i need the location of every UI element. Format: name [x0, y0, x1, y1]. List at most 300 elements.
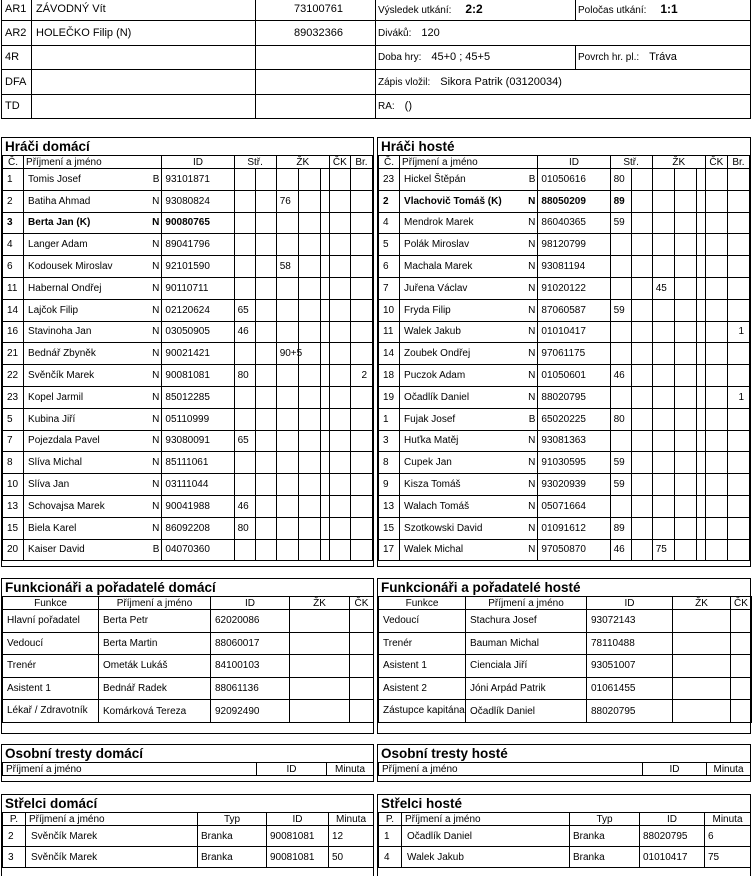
official-name: Berta Petr — [99, 610, 211, 633]
player-status-flag: N — [152, 217, 160, 229]
official-name — [32, 45, 256, 69]
scorer-row — [379, 826, 751, 847]
player-yellow-card-2 — [298, 277, 320, 299]
player-status-flag: N — [528, 435, 536, 447]
scorers-header-row — [3, 813, 374, 826]
player-yellow-card-3 — [320, 256, 329, 278]
player-yellow-card-3 — [696, 212, 705, 234]
match-entered-value: Sikora Patrik (03120034) — [440, 75, 562, 88]
player-number: 4 — [3, 234, 24, 256]
official-yellow-card — [673, 610, 731, 633]
player-status-flag: N — [152, 261, 160, 273]
player-yellow-card-3 — [696, 430, 705, 452]
player-row — [379, 365, 750, 387]
player-sub-minute: 80 — [610, 408, 631, 430]
player-name-cell — [24, 474, 162, 496]
player-name-cell — [400, 212, 538, 234]
player-yellow-card — [276, 277, 298, 299]
scorers-header-row — [379, 813, 751, 826]
player-row — [3, 169, 373, 191]
player-sub-minute: 59 — [610, 452, 631, 474]
player-status-flag: N — [528, 391, 536, 403]
player-name-cell — [24, 365, 162, 387]
player-red-card — [705, 212, 727, 234]
player-yellow-card — [652, 343, 674, 365]
player-goals — [350, 408, 372, 430]
player-red-card — [705, 517, 727, 539]
player-red-card — [705, 539, 727, 561]
player-id: 93080091 — [162, 430, 234, 452]
player-yellow-card-3 — [696, 169, 705, 191]
player-goals — [727, 539, 749, 561]
player-id: 86092208 — [162, 517, 234, 539]
away-players-title: Hráči hosté — [381, 139, 455, 154]
match-surface-label: Povrch hr. pl.: — [578, 52, 640, 64]
player-name: Langer Adam — [28, 239, 88, 251]
match-spectators-label: Diváků: — [378, 28, 412, 40]
home-scorers-section — [1, 794, 374, 876]
player-row — [379, 212, 750, 234]
player-id: 97061175 — [538, 343, 610, 365]
official-row — [3, 700, 374, 723]
player-goals — [727, 234, 749, 256]
player-sub-extra — [631, 212, 652, 234]
player-id: 86040365 — [538, 212, 610, 234]
player-yellow-card — [276, 234, 298, 256]
player-yellow-card-2 — [298, 430, 320, 452]
player-id: 04070360 — [162, 539, 234, 561]
player-goals — [727, 190, 749, 212]
player-number: 18 — [379, 365, 400, 387]
col-name: Příjmení a jméno — [400, 156, 538, 169]
player-goals — [727, 452, 749, 474]
home-penalties-section — [1, 744, 374, 782]
player-sub-minute: 59 — [610, 474, 631, 496]
player-row — [379, 190, 750, 212]
player-red-card — [329, 452, 350, 474]
player-name: Kopel Jarmil — [28, 391, 84, 403]
player-row — [3, 386, 373, 408]
player-yellow-card-3 — [696, 495, 705, 517]
official-code: TD — [2, 94, 32, 118]
player-yellow-card-2 — [298, 234, 320, 256]
player-sub-minute — [234, 474, 255, 496]
player-yellow-card-3 — [696, 517, 705, 539]
player-name: Mendrok Marek — [404, 217, 474, 229]
player-name-cell — [24, 517, 162, 539]
player-red-card — [329, 474, 350, 496]
match-surface-value: Tráva — [649, 51, 677, 64]
away-penalties-table — [378, 762, 751, 776]
player-row — [379, 539, 750, 561]
player-yellow-card — [652, 452, 674, 474]
player-yellow-card-3 — [320, 408, 329, 430]
scorer-type: Branka — [198, 826, 267, 847]
player-goals — [350, 517, 372, 539]
player-sub-extra — [255, 365, 276, 387]
player-sub-minute: 65 — [234, 299, 255, 321]
player-yellow-card — [652, 169, 674, 191]
player-name-cell — [24, 430, 162, 452]
player-goals — [350, 343, 372, 365]
player-name-cell — [24, 495, 162, 517]
player-yellow-card-3 — [320, 386, 329, 408]
official-id: 93051007 — [587, 655, 673, 678]
player-goals — [727, 212, 749, 234]
col-name: Příjmení a jméno — [26, 813, 198, 826]
player-red-card — [705, 277, 727, 299]
player-yellow-card — [276, 386, 298, 408]
match-entered-cell — [376, 70, 751, 94]
player-id: 93081363 — [538, 430, 610, 452]
player-yellow-card-3 — [320, 321, 329, 343]
player-sub-extra — [631, 169, 652, 191]
player-red-card — [329, 321, 350, 343]
player-name: Juřena Václav — [404, 282, 468, 294]
player-yellow-card-2 — [674, 408, 696, 430]
col-id: ID — [587, 597, 673, 610]
player-number: 4 — [379, 212, 400, 234]
official-red-card — [350, 632, 374, 655]
player-name: Machala Marek — [404, 261, 473, 273]
player-yellow-card — [652, 212, 674, 234]
col-yc: ŽK — [276, 156, 329, 169]
player-red-card — [329, 408, 350, 430]
match-info-row — [2, 70, 751, 94]
player-row — [379, 430, 750, 452]
player-yellow-card — [652, 365, 674, 387]
home-officials-title: Funkcionáři a pořadatelé domácí — [5, 580, 216, 595]
player-goals — [727, 517, 749, 539]
official-role: Hlavní pořadatel — [3, 610, 99, 633]
player-name: Kodousek Miroslav — [28, 261, 113, 273]
player-name-cell — [24, 452, 162, 474]
col-id: ID — [162, 156, 234, 169]
player-sub-extra — [631, 277, 652, 299]
col-role: Funkce — [3, 597, 99, 610]
player-goals — [727, 299, 749, 321]
col-p: P. — [379, 813, 402, 826]
player-yellow-card — [276, 452, 298, 474]
player-status-flag: N — [152, 348, 160, 360]
match-half-label: Poločas utkání: — [578, 4, 647, 16]
player-sub-extra — [255, 277, 276, 299]
player-row — [379, 343, 750, 365]
player-number: 15 — [379, 517, 400, 539]
player-name: Pojezdala Pavel — [28, 435, 100, 447]
match-info-row — [2, 94, 751, 118]
official-id: 88061136 — [211, 677, 290, 700]
player-goals — [350, 234, 372, 256]
scorer-row — [3, 826, 374, 847]
match-officials-block — [1, 0, 750, 119]
player-sub-extra — [255, 495, 276, 517]
player-yellow-card — [652, 495, 674, 517]
player-red-card — [705, 386, 727, 408]
player-row — [3, 474, 373, 496]
player-id: 97050870 — [538, 539, 610, 561]
player-sub-minute: 46 — [234, 321, 255, 343]
away-players-section — [377, 137, 751, 567]
players-header-row — [3, 156, 373, 169]
col-id: ID — [640, 813, 705, 826]
home-penalties-table — [2, 762, 374, 776]
player-number: 10 — [3, 474, 24, 496]
player-yellow-card-3 — [696, 190, 705, 212]
player-id: 90110711 — [162, 277, 234, 299]
player-sub-extra — [255, 474, 276, 496]
col-name: Příjmení a jméno — [99, 597, 211, 610]
player-sub-extra — [255, 539, 276, 561]
official-role: Vedoucí — [3, 632, 99, 655]
player-yellow-card-2 — [298, 386, 320, 408]
player-number: 15 — [3, 517, 24, 539]
home-players-table — [2, 155, 373, 561]
match-result-value: 2:2 — [465, 1, 483, 16]
player-name: Cupek Jan — [404, 457, 452, 469]
player-name-cell — [400, 299, 538, 321]
player-name-cell — [400, 452, 538, 474]
player-name-cell — [400, 474, 538, 496]
scorer-minute: 75 — [705, 847, 751, 868]
player-number: 7 — [379, 277, 400, 299]
player-id: 93080824 — [162, 190, 234, 212]
col-p: P. — [3, 813, 26, 826]
player-row — [379, 169, 750, 191]
player-yellow-card-3 — [320, 277, 329, 299]
player-sub-minute — [610, 256, 631, 278]
player-yellow-card — [652, 408, 674, 430]
player-yellow-card — [652, 386, 674, 408]
player-status-flag: N — [152, 304, 160, 316]
player-status-flag: B — [528, 413, 536, 425]
player-yellow-card-3 — [320, 212, 329, 234]
player-sub-extra — [255, 430, 276, 452]
player-red-card — [705, 169, 727, 191]
official-red-card — [731, 655, 752, 678]
player-sub-minute: 59 — [610, 212, 631, 234]
player-id: 90041988 — [162, 495, 234, 517]
player-yellow-card-2 — [674, 299, 696, 321]
official-id — [256, 94, 376, 118]
player-sub-minute — [234, 539, 255, 561]
player-yellow-card-3 — [320, 452, 329, 474]
match-ra-cell — [376, 94, 751, 118]
match-info-row — [2, 0, 751, 21]
player-sub-minute: 46 — [234, 495, 255, 517]
penalties-header-row — [379, 763, 751, 776]
official-name: Bauman Michal — [466, 632, 587, 655]
scorer-id: 90081081 — [267, 826, 329, 847]
player-name: Walek Jakub — [404, 326, 461, 338]
player-yellow-card-3 — [696, 277, 705, 299]
player-name-cell — [400, 190, 538, 212]
player-sub-extra — [631, 408, 652, 430]
home-players-section — [1, 137, 374, 567]
player-sub-minute: 80 — [234, 365, 255, 387]
player-row — [3, 430, 373, 452]
player-yellow-card — [276, 430, 298, 452]
official-name — [32, 70, 256, 94]
player-name: Bednář Zbyněk — [28, 348, 96, 360]
player-status-flag: N — [152, 500, 160, 512]
col-goals: Br. — [727, 156, 749, 169]
player-goals — [727, 408, 749, 430]
player-yellow-card-2 — [298, 408, 320, 430]
player-yellow-card-2 — [674, 474, 696, 496]
player-name-cell — [400, 277, 538, 299]
player-red-card — [329, 277, 350, 299]
player-row — [379, 495, 750, 517]
player-yellow-card-2 — [674, 234, 696, 256]
player-id: 91020122 — [538, 277, 610, 299]
away-scorers-title: Střelci hosté — [381, 796, 463, 811]
player-number: 11 — [379, 321, 400, 343]
official-red-card — [731, 677, 752, 700]
player-goals: 1 — [727, 386, 749, 408]
scorer-minute: 6 — [705, 826, 751, 847]
player-yellow-card-3 — [320, 430, 329, 452]
scorer-type: Branka — [198, 847, 267, 868]
player-yellow-card-2 — [298, 365, 320, 387]
player-red-card — [705, 430, 727, 452]
player-yellow-card — [652, 430, 674, 452]
player-goals — [350, 321, 372, 343]
player-yellow-card-2 — [674, 212, 696, 234]
player-name-cell — [24, 539, 162, 561]
player-number: 6 — [379, 256, 400, 278]
player-status-flag: N — [152, 195, 160, 207]
player-red-card — [329, 299, 350, 321]
player-yellow-card-2 — [674, 277, 696, 299]
player-goals — [350, 452, 372, 474]
player-yellow-card-2 — [674, 169, 696, 191]
player-red-card — [705, 495, 727, 517]
official-red-card — [731, 632, 752, 655]
player-yellow-card-2 — [298, 169, 320, 191]
player-row — [379, 299, 750, 321]
player-id: 88050209 — [538, 190, 610, 212]
col-sub: Stř. — [610, 156, 652, 169]
col-yc: ŽK — [673, 597, 731, 610]
player-goals — [727, 169, 749, 191]
official-red-card — [350, 610, 374, 633]
player-sub-extra — [255, 212, 276, 234]
away-officials-section — [377, 578, 751, 734]
official-role: Zástupce kapitána — [379, 700, 466, 723]
player-id: 05071664 — [538, 495, 610, 517]
player-id: 90080765 — [162, 212, 234, 234]
player-name: Fryda Filip — [404, 304, 451, 316]
player-yellow-card-3 — [320, 234, 329, 256]
official-row — [379, 632, 752, 655]
player-number: 3 — [3, 212, 24, 234]
player-yellow-card-2 — [674, 539, 696, 561]
player-yellow-card-3 — [696, 256, 705, 278]
player-goals — [350, 474, 372, 496]
player-number: 1 — [3, 169, 24, 191]
player-row — [3, 517, 373, 539]
match-duration-value: 45+0 ; 45+5 — [431, 51, 491, 64]
player-status-flag: N — [152, 370, 160, 382]
official-id: 88060017 — [211, 632, 290, 655]
player-name: Huťka Matěj — [404, 435, 459, 447]
player-yellow-card-3 — [320, 495, 329, 517]
away-scorers-section — [377, 794, 751, 876]
player-id: 65020225 — [538, 408, 610, 430]
player-sub-extra — [255, 408, 276, 430]
col-name: Příjmení a jméno — [24, 156, 162, 169]
official-name: Stachura Josef — [466, 610, 587, 633]
col-minute: Minuta — [705, 813, 751, 826]
col-goals: Br. — [350, 156, 372, 169]
player-yellow-card-2 — [674, 321, 696, 343]
player-yellow-card-3 — [696, 474, 705, 496]
away-officials-table — [378, 596, 752, 723]
scorer-type: Branka — [570, 847, 640, 868]
player-sub-minute: 65 — [234, 430, 255, 452]
away-players-table — [378, 155, 750, 561]
player-sub-minute: 80 — [610, 169, 631, 191]
player-sub-extra — [255, 256, 276, 278]
player-number: 5 — [379, 234, 400, 256]
match-half-value: 1:1 — [660, 1, 678, 16]
player-status-flag: N — [528, 544, 536, 556]
player-yellow-card — [276, 365, 298, 387]
player-sub-minute — [234, 190, 255, 212]
player-name-cell — [24, 386, 162, 408]
player-name-cell — [24, 256, 162, 278]
player-yellow-card-3 — [696, 321, 705, 343]
player-sub-extra — [631, 365, 652, 387]
official-row — [379, 677, 752, 700]
player-sub-minute — [610, 321, 631, 343]
player-status-flag: N — [152, 457, 160, 469]
player-sub-minute — [610, 277, 631, 299]
player-goals — [350, 495, 372, 517]
player-name-cell — [400, 256, 538, 278]
player-yellow-card-3 — [696, 365, 705, 387]
player-status-flag: N — [528, 239, 536, 251]
player-goals — [727, 277, 749, 299]
player-red-card — [329, 343, 350, 365]
col-minute: Minuta — [707, 763, 751, 776]
player-sub-extra — [631, 343, 652, 365]
official-name: Cienciala Jiří — [466, 655, 587, 678]
player-yellow-card-3 — [320, 539, 329, 561]
official-yellow-card — [290, 677, 350, 700]
player-yellow-card: 75 — [652, 539, 674, 561]
player-name: Walach Tomáš — [404, 500, 470, 512]
col-rc: ČK — [731, 597, 752, 610]
official-code: AR1 — [2, 0, 32, 21]
player-number: 17 — [379, 539, 400, 561]
official-yellow-card — [290, 632, 350, 655]
player-red-card — [329, 169, 350, 191]
player-name-cell — [24, 277, 162, 299]
player-yellow-card-2 — [298, 212, 320, 234]
player-name: Stavinoha Jan — [28, 326, 92, 338]
official-code: DFA — [2, 70, 32, 94]
player-name: Habernal Ondřej — [28, 282, 102, 294]
player-name-cell — [24, 190, 162, 212]
col-id: ID — [211, 597, 290, 610]
col-name: Příjmení a jméno — [402, 813, 570, 826]
player-sub-minute: 46 — [610, 365, 631, 387]
official-yellow-card — [673, 677, 731, 700]
official-code: AR2 — [2, 21, 32, 45]
player-status-flag: N — [528, 457, 536, 469]
